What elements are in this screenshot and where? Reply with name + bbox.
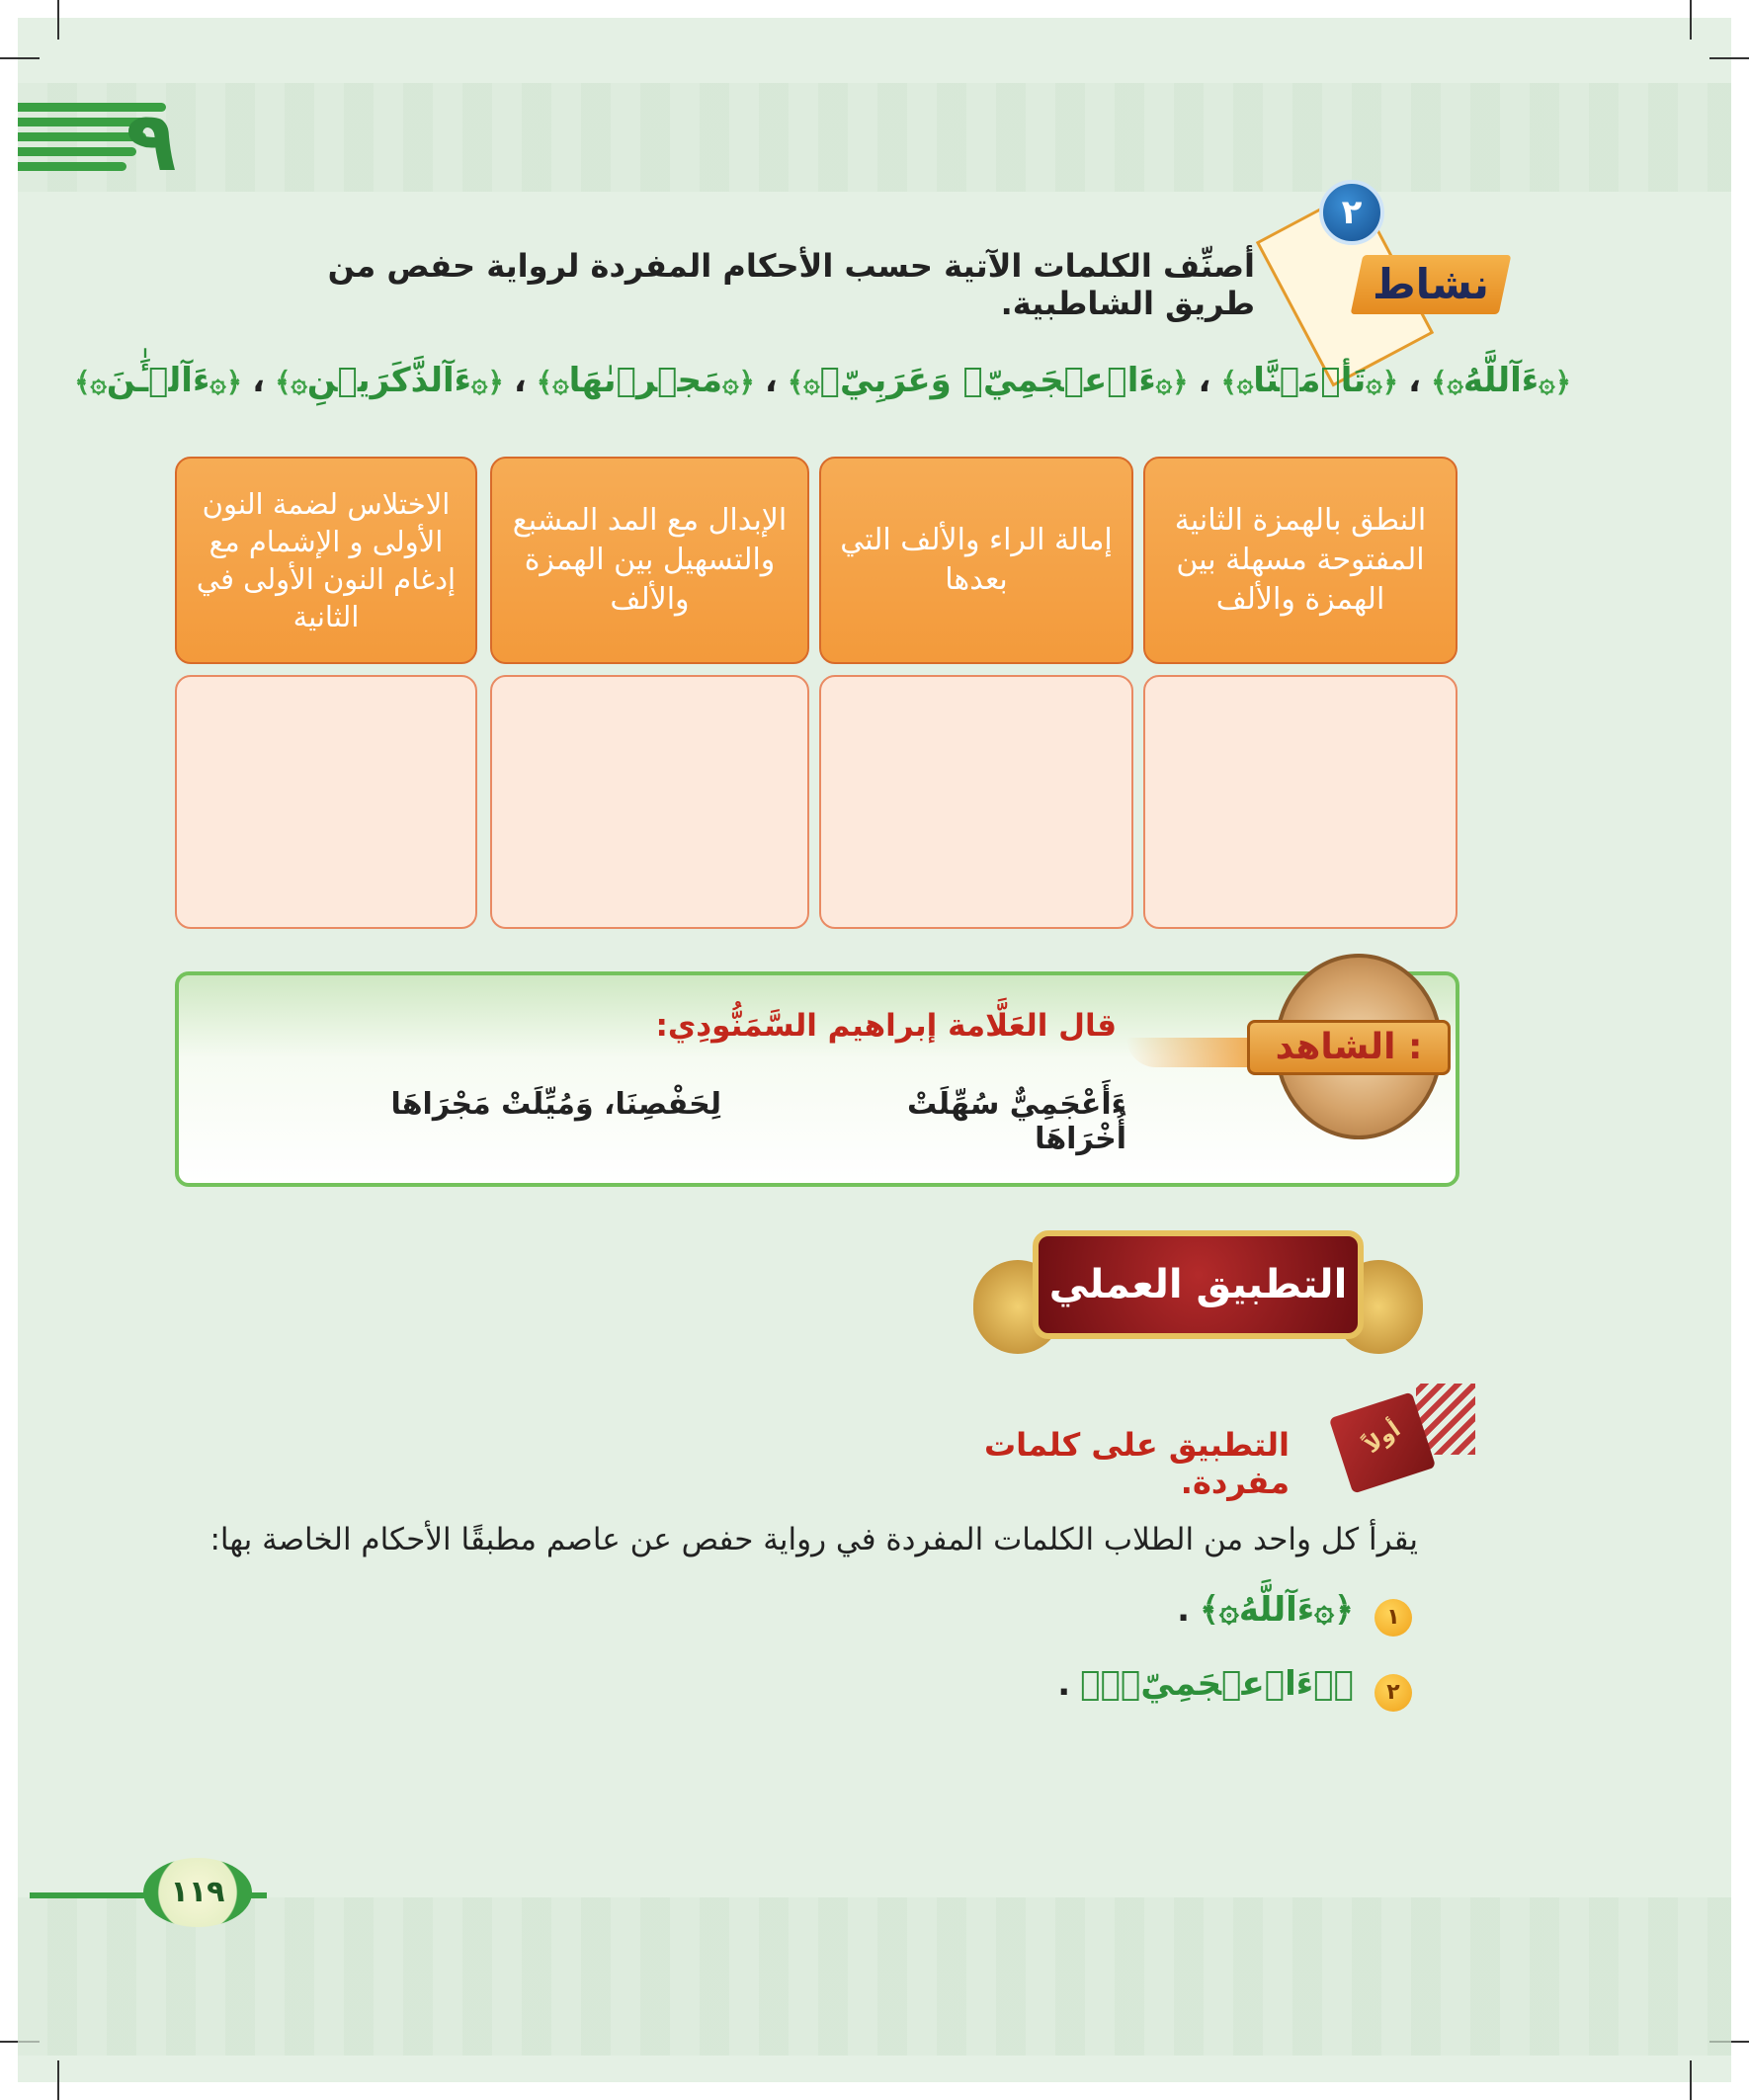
quran-words-row: ﴿۞ءَآللَّهُ۞﴾،﴿۞تَأۡمَ۫نَّا۞﴾،﴿۞ءَا۬عۡجَمِيّٞ وَعَرَبِيّٞ۞﴾،﴿۞مَجۡر۪ىٰهَا۞﴾،﴿۞ءَآلذَّكَرَيۡنِ۞﴾،﴿۞ءَآلۡـَٰٔنَ۞﴾ <box>74 361 1571 400</box>
quran-word: ﴿۞تَأۡمَ۫نَّا۞﴾ <box>1220 361 1399 400</box>
activity-label <box>1351 255 1512 314</box>
table-header-cell: النطق بالهمزة الثانية المفتوحة مسهلة بين الهمزة والألف <box>1143 457 1458 664</box>
quran-word: ﴿۞ءَا۬عۡجَمِيّٞ وَعَرَبِيّٞ۞﴾ <box>787 361 1189 400</box>
crop-mark <box>0 57 40 59</box>
page-number-line <box>30 1892 148 1898</box>
activity-label-text: نشاط <box>1373 260 1489 308</box>
list-item: ﴿۞ءَا۬عۡجَمِيّٞ۞﴾. <box>1057 1664 1354 1704</box>
crop-mark <box>57 2060 59 2100</box>
shahed-label: الشاهد : <box>1247 1020 1451 1075</box>
activity-number: ٢ <box>1319 180 1384 245</box>
shahed-box <box>175 971 1459 1187</box>
quran-word: ﴿۞مَجۡر۪ىٰهَا۞﴾ <box>536 361 755 400</box>
table-header-cell: إمالة الراء والألف التي بعدها <box>819 457 1133 664</box>
banner-title: التطبيق العملي <box>1048 1262 1348 1307</box>
flag-label: أولاً <box>1360 1416 1406 1459</box>
crop-mark <box>57 0 59 40</box>
shahed-title: قال العَلَّامة إبراهيم السَّمَنُّودِي: <box>655 1008 1117 1044</box>
answer-cell[interactable] <box>175 675 477 929</box>
practice-banner <box>973 1220 1423 1369</box>
activity-badge <box>1280 176 1512 374</box>
table-header-cell: الاختلاس لضمة النون الأولى و الإشمام مع إدغام النون الأولى في الثانية <box>175 457 477 664</box>
ornamental-band-bottom <box>18 1897 1731 2056</box>
quran-word: ﴿۞ءَآلۡـَٰٔنَ۞﴾ <box>74 361 243 400</box>
section-flag <box>1329 1384 1477 1492</box>
practice-paragraph: يقرأ كل واحد من الطلاب الكلمات المفردة في رواية حفص عن عاصم مطبقًا الأحكام الخاصة بها: <box>209 1522 1418 1557</box>
crop-mark <box>1690 2060 1692 2100</box>
list-item: ﴿۞ءَآللَّهُ۞﴾. <box>1177 1590 1354 1630</box>
crop-mark <box>1709 57 1749 59</box>
page-number: ١١٩ <box>143 1858 252 1927</box>
answer-cell[interactable] <box>490 675 809 929</box>
crop-mark <box>1690 0 1692 40</box>
verse-first-hemistich: ءَأَعْجَمِيٌّ سُهِّلَتْ أُخْرَاهَا <box>907 1087 1126 1156</box>
activity-instruction: أصنِّف الكلمات الآتية حسب الأحكام المفردة لرواية حفص من طريق الشاطبية. <box>327 247 1255 322</box>
practice-subheading: التطبيق على كلمات مفردة. <box>983 1426 1290 1501</box>
answer-cell[interactable] <box>1143 675 1458 929</box>
label-swoosh <box>1126 1038 1255 1067</box>
quran-word: ﴿۞ءَآلذَّكَرَيۡنِ۞﴾ <box>275 361 504 400</box>
item-number-badge: ٢ <box>1374 1674 1412 1712</box>
chapter-number: ٩ <box>125 93 177 190</box>
item-number-badge: ١ <box>1374 1599 1412 1637</box>
answer-cell[interactable] <box>819 675 1133 929</box>
verse-second-hemistich: لِحَفْصِنَا، وَمُيِّلَتْ مَجْرَاهَا <box>390 1087 721 1122</box>
table-header-cell: الإبدال مع المد المشبع والتسهيل بين الهمزة والألف <box>490 457 809 664</box>
quran-word: ﴿۞ءَآللَّهُ۞﴾ <box>1431 361 1571 400</box>
